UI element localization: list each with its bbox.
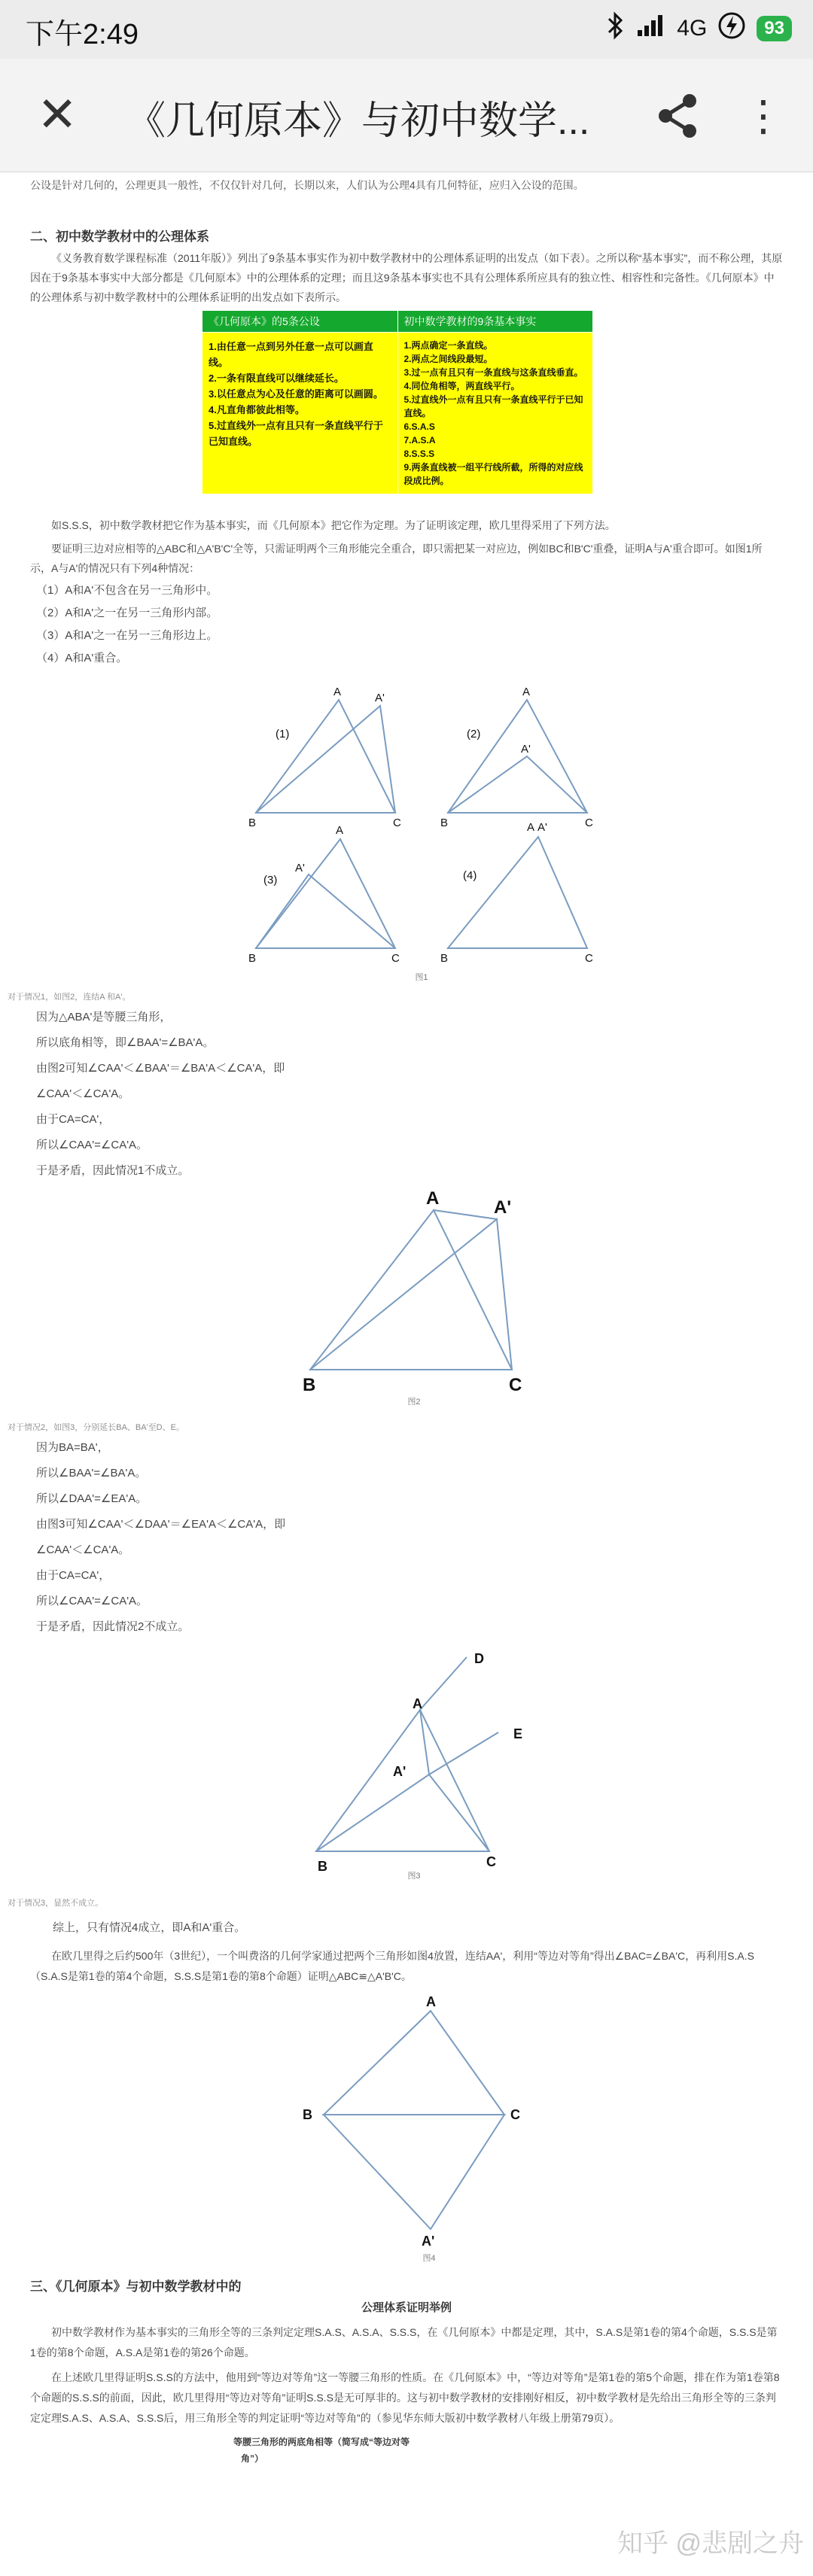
signal-icon (636, 14, 666, 44)
section3-cut1: 等腰三角形的两底角相等（简写成“等边对等 (233, 2437, 410, 2447)
fig1-tri-1a (256, 700, 395, 813)
section2-para2: 如S.S.S，初中数学教材把它作为基本事实，而《几何原本》把它作为定理。为了证明该定理，欧几里得采用了下列方法。 (51, 519, 616, 531)
fig4-point-b: B (303, 2107, 312, 2122)
fig1-point-a2: A' (375, 692, 385, 704)
fig1-point-a: A (522, 686, 531, 698)
figure-1 (226, 677, 617, 986)
list-item: （1）A和A'不包含在另一三角形中。 (36, 584, 218, 597)
fig1-tri-1b (256, 706, 395, 813)
fig3-tri-a (316, 1710, 489, 1851)
axioms-table-wrap (202, 310, 593, 494)
fig3-ext-d (420, 1657, 467, 1710)
case2-note: 对于情况2，如图3，分别延长BA、BA'至D、E。 (8, 1423, 184, 1432)
list-item: 5.过直线外一点有且只有一条直线平行于已知直线。 (209, 420, 383, 447)
fig4-point-c: C (510, 2107, 520, 2122)
status-time: 下午2:49 (26, 19, 139, 50)
proof-line: 所以∠CAA'=∠CA'A。 (36, 1139, 148, 1151)
list-item: 4.同位角相等，两直线平行。 (403, 381, 520, 391)
network-type: 4G (677, 16, 708, 41)
fig2-caption: 图2 (407, 1397, 421, 1407)
case1-proof (36, 1007, 714, 1182)
fig1-point-c: C (393, 817, 401, 829)
axioms-table (202, 310, 593, 494)
fig1-point-b: B (248, 817, 257, 829)
charging-icon (717, 11, 746, 46)
share-button[interactable] (650, 89, 705, 143)
case3-conclusion: 综上，只有情况4成立，即A和A'重合。 (53, 1921, 246, 1934)
fig2-point-a: A (426, 1188, 440, 1209)
proof-line: ∠CAA'＜∠CA'A。 (36, 1087, 130, 1100)
list-item: （2）A和A'之一在另一三角形内部。 (36, 607, 218, 619)
figure-4 (301, 1987, 557, 2265)
list-item: 3.以任意点为心及任意的距离可以画圆。 (209, 388, 383, 400)
cases-list (36, 579, 714, 670)
figure-3 (301, 1648, 542, 1881)
fig3-point-b: B (318, 1859, 327, 1874)
proof-line: ∠CAA'＜∠CA'A。 (36, 1543, 130, 1556)
proof-line: 所以∠CAA'=∠CA'A。 (36, 1595, 148, 1607)
section2-para3: 要证明三边对应相等的△ABC和△A'B'C'全等，只需证明两个三角形能完全重合，即只需把某一对应边，例如BC和B'C'重叠，证明A与A'重合即可。如图1所示，A与A'的情况只有下列4种情况： (30, 543, 763, 574)
close-button[interactable] (30, 87, 84, 141)
fig3-tri-a2 (316, 1775, 489, 1851)
list-item: 1.两点确定一条直线。 (403, 340, 493, 351)
fig1-point-c: C (585, 952, 593, 965)
fig1-point-a2: A' (521, 743, 531, 756)
fig2-point-a2: A' (494, 1197, 512, 1218)
proof-line: 由于CA=CA'， (36, 1113, 111, 1126)
more-vertical-icon: ⋮ (742, 92, 784, 139)
fig2-line-aa2 (434, 1210, 497, 1219)
list-item: 7.A.S.A (403, 435, 436, 446)
fig3-point-a2: A' (393, 1764, 406, 1779)
fig2-point-c: C (509, 1375, 522, 1395)
share-icon (650, 89, 705, 143)
fig1-label-4: (4) (463, 869, 477, 882)
proof-line: 由图3可知∠CAA'＜∠DAA'＝∠EA'A＜∠CA'A，即 (36, 1518, 286, 1531)
fig1-tri-2a (448, 700, 587, 813)
table-col1 (202, 333, 398, 494)
table-col2 (397, 333, 593, 494)
table-header-col2: 初中数学教材的9条基本事实 (397, 311, 593, 333)
more-button[interactable] (736, 89, 790, 143)
fig1-tri-4 (448, 837, 587, 948)
fig4-point-a2: A' (422, 2234, 435, 2249)
list-item: 5.过直线外一点有且只有一条直线平行于已知直线。 (403, 394, 583, 418)
list-item: 4.凡直角都彼此相等。 (209, 404, 305, 415)
section2-heading: 二、初中数学教材中的公理体系 (30, 230, 209, 244)
fig1-point-a2: A' (537, 821, 547, 834)
case1-note: 对于情况1，如图2，连结A 和A'。 (8, 993, 131, 1002)
fig1-label-1: (1) (276, 728, 290, 741)
page-title: 《几何原本》与初中数学... (126, 99, 590, 143)
fig4-tri-a (324, 2011, 504, 2115)
close-icon: ✕ (37, 87, 78, 141)
battery-level: 93 (757, 16, 792, 41)
fig3-caption: 图3 (407, 1872, 421, 1881)
fig1-point-a: A (333, 686, 342, 698)
proof-line: 因为△ABA'是等腰三角形， (36, 1011, 172, 1023)
list-item: 3.过一点有且只有一条直线与这条直线垂直。 (403, 367, 583, 378)
fig1-tri-3a (256, 839, 395, 948)
intro-cut-text: 公设是针对几何的，公理更具一般性，不仅仅针对几何，长期以来，人们认为公理4具有几何特征，应归入公设的范围。 (30, 179, 584, 191)
fig1-point-c: C (585, 817, 593, 829)
section3-cut2: 角”） (241, 2453, 264, 2464)
list-item: 1.由任意一点到另外任意一点可以画直线。 (209, 341, 373, 368)
fig1-label-3: (3) (263, 874, 278, 887)
fig2-point-b: B (303, 1375, 316, 1395)
case2-proof (36, 1437, 714, 1638)
fig3-point-d: D (474, 1651, 484, 1666)
fig4-point-a: A (426, 1994, 436, 2009)
app-bar (0, 59, 813, 172)
fig2-tri-a2 (310, 1219, 512, 1370)
fig3-point-a: A (413, 1696, 422, 1711)
zhihu-watermark: 知乎 @悲剧之舟 (617, 2529, 804, 2558)
section3-heading: 三、《几何原本》与初中数学教材中的 (30, 2279, 242, 2294)
fig1-point-b: B (440, 817, 449, 829)
list-item: 9.两条直线被一组平行线所截，所得的对应线段成比例。 (403, 462, 583, 486)
fig1-point-a: A (527, 821, 535, 834)
proof-line: 所以∠BAA'=∠BA'A。 (36, 1467, 147, 1480)
proof-line: 所以∠DAA'=∠EA'A。 (36, 1492, 148, 1505)
fig1-tri-2b (448, 756, 587, 813)
proof-line: 所以底角相等，即∠BAA'=∠BA'A。 (36, 1036, 215, 1049)
bluetooth-icon (606, 11, 626, 46)
fig3-point-e: E (513, 1726, 523, 1741)
list-item: （3）A和A'之一在另一三角形边上。 (36, 629, 218, 642)
proof-line: 由于CA=CA'， (36, 1569, 111, 1582)
table-header-col1: 《几何原本》的5条公设 (202, 311, 398, 333)
list-item: （4）A和A'重合。 (36, 652, 128, 665)
heron-para: 在欧几里得之后约500年（3世纪），一个叫费洛的几何学家通过把两个三角形如图4放置，连结AA'，利用“等边对等角”得出∠BAC=∠BA'C，再利用S.A.S（S.A.S是第1卷的第4个命题，S.S.S是第1卷的第8个命题）证明△ABC≌△A'B'C。 (30, 1950, 754, 1982)
fig3-point-c: C (486, 1854, 496, 1869)
fig1-point-b: B (440, 952, 449, 965)
proof-line: 由图2可知∠CAA'＜∠BAA'＝∠BA'A＜∠CA'A，即 (36, 1062, 285, 1075)
figure-2 (286, 1182, 542, 1407)
fig1-label-2: (2) (467, 728, 481, 741)
list-item: 6.S.A.S (403, 421, 435, 432)
list-item: 8.S.S.S (403, 449, 435, 459)
fig4-tri-a2 (324, 2115, 504, 2229)
case3-note: 对于情况3，显然不成立。 (8, 1899, 104, 1908)
fig1-point-a: A (336, 824, 344, 837)
fig1-caption: 图1 (415, 973, 428, 982)
section2-para1: 《义务教育数学课程标准（2011年版）》列出了9条基本事实作为初中数学教材中的公理体系证明的出发点（如下表）。之所以称“基本事实”，而不称公理，其原因在于9条基本事实中大部分都是《几何原本》中的公理体系的定理；而且这9条基本事实也不具有公理体系所应具有的独立性、相容性和完备性。《几何原本》中的公理体系与初中数学教材中的公理体系证明的出发点如下表所示。 (30, 252, 783, 303)
proof-line: 因为BA=BA'， (36, 1441, 109, 1454)
section3-para2: 在上述欧几里得证明S.S.S的方法中，他用到“等边对等角”这一等腰三角形的性质。在《几何原本》中，“等边对等角”是第1卷的第5个命题，排在作为第1卷第8个命题的S.S.S的前面，因此，欧几里得用“等边对等角”证明S.S.S是无可厚非的。这与初中数学教材的安排刚好相反，初中数学教材是先给出三角形全等的三条判定定理S.A.S、A.S.A、S.S.S后，用三角形全等的判定证明“等边对等角”的（参见华东师大版初中数学教材八年级上册第79页）。 (30, 2371, 780, 2424)
section3-para1: 初中数学教材作为基本事实的三角形全等的三条判定定理S.A.S、A.S.A、S.S.S，在《几何原本》中都是定理，其中，S.A.S是第1卷的第4个命题，S.S.S是第1卷的第8个命题，A.S.A是第1卷的第26个命题。 (30, 2326, 778, 2359)
proof-line: 于是矛盾，因此情况1不成立。 (36, 1164, 190, 1177)
fig1-point-a2: A' (295, 862, 305, 874)
proof-line: 于是矛盾，因此情况2不成立。 (36, 1620, 190, 1633)
fig3-ext-e (429, 1732, 498, 1775)
status-icons (606, 12, 792, 45)
section3-subheading: 公理体系证明举例 (361, 2301, 452, 2314)
status-bar (0, 0, 813, 59)
fig1-point-b: B (248, 952, 257, 965)
fig4-caption: 图4 (422, 2254, 436, 2263)
fig1-point-c: C (391, 952, 400, 965)
list-item: 2.一条有限直线可以继续延长。 (209, 373, 344, 384)
list-item: 2.两点之间线段最短。 (403, 354, 493, 364)
